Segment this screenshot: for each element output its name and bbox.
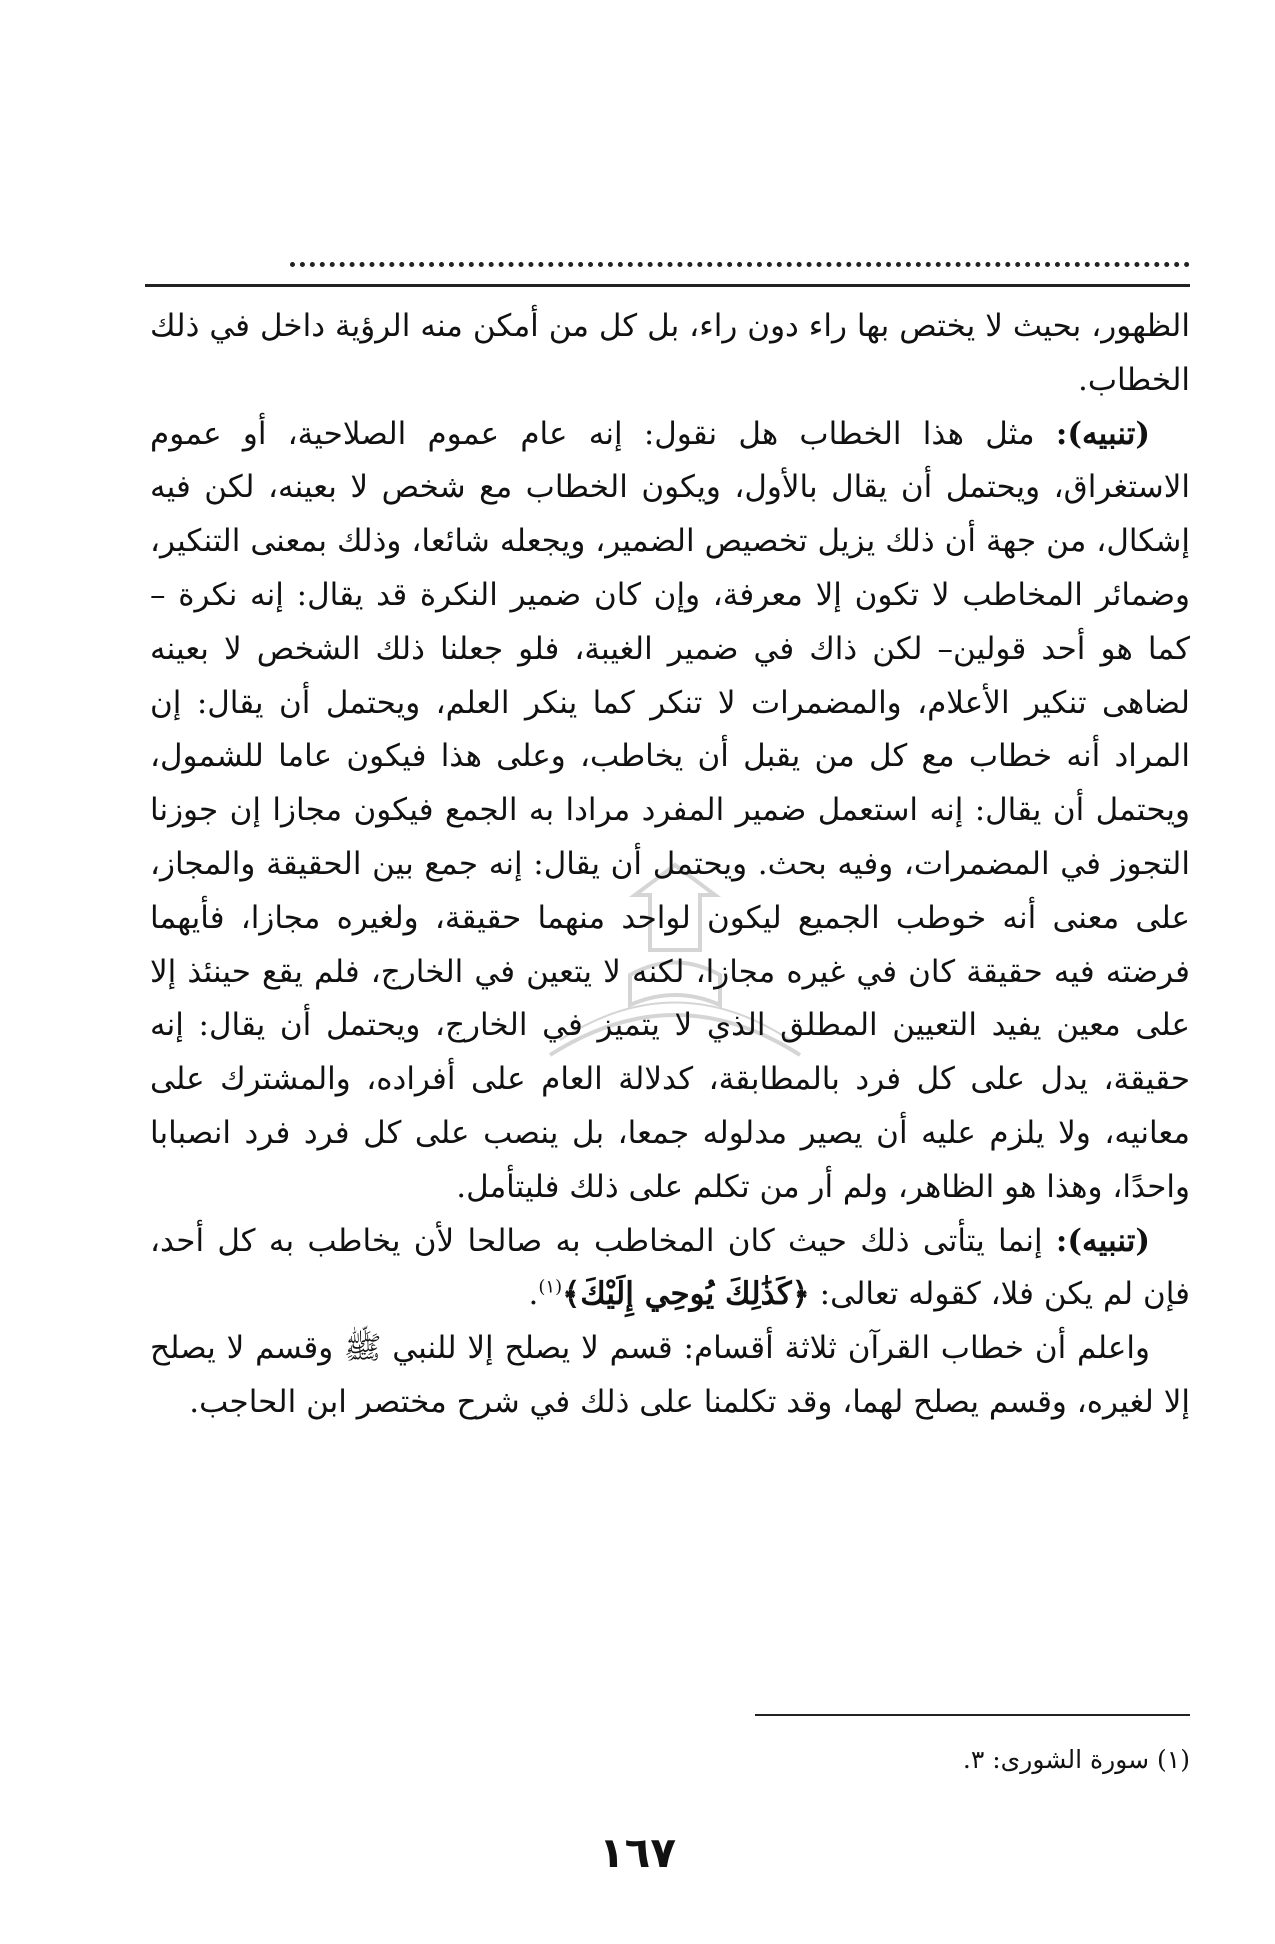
footnote-separator — [755, 1714, 1190, 1716]
page-number: ١٦٧ — [599, 1828, 676, 1877]
footnote-reference: (١) — [538, 1277, 563, 1299]
main-text — [150, 300, 1190, 1430]
paragraph-3-end: . — [528, 1276, 539, 1313]
footnote: (١) سورة الشورى: ٣. — [962, 1745, 1190, 1774]
note-heading: (تنبيه): — [1055, 415, 1150, 452]
quran-verse: ﴿كَذَٰلِكَ يُوحِي إِلَيْكَ﴾ — [562, 1276, 810, 1313]
header-solid-rule — [145, 284, 1190, 287]
paragraph-2 — [150, 408, 1190, 1215]
paragraph-3-text: إنما يتأتى ذلك حيث كان المخاطب به صالحا لأن يخاطب به كل أحد، فإن لم يكن فلا، كقوله تعالى: — [150, 1222, 1190, 1313]
paragraph-2-text: مثل هذا الخطاب هل نقول: إنه عام عموم الصلاحية، أو عموم الاستغراق، ويحتمل أن يقال بالأول، ويكون الخطاب مع شخص لا بعينه، لكن فيه إشكال، من جهة أن ذلك يزيل تخصيص الضمير، ويجعله شائعا، وذلك بمعنى التنكير، وضمائر المخاطب لا تكون إلا معرفة، وإن كان ضمير النكرة قد يقال: إنه نكرة –كما هو أحد قولين– لكن ذاك في ضمير الغيبة، فلو جعلنا ذلك الشخص لا بعينه لضاهى تنكير الأعلام، والمضمرات لا تنكر كما ينكر العلم، ويحتمل أن يقال: إن المراد أنه خطاب مع كل من يقبل أن يخاطب، وعلى هذا فيكون عاما للشمول، ويحتمل أن يقال: إنه استعمل ضمير المفرد مرادا به الجمع فيكون مجازا إن جوزنا التجوز في المضمرات، وفيه بحث. ويحتمل أن يقال: إنه جمع بين الحقيقة والمجاز، على معنى أنه خوطب الجميع ليكون لواحد منهما حقيقة، ولغيره مجازا، فأيهما فرضته فيه حقيقة كان في غيره مجازا، لكنه لا يتعين في الخارج، فلم يقع حينئذ إلا على معين يفيد التعيين المطلق الذي لا يتميز في الخارج، ويحتمل أن يقال: إنه حقيقة، يدل على كل فرد بالمطابقة، كدلالة العام على أفراده، والمشترك على معانيه، ولا يلزم عليه أن يصير مدلوله جمعا، بل ينصب على كل فرد فرد انصبابا واحدًا، وهذا هو الظاهر، ولم أر من تكلم على ذلك فليتأمل. — [150, 415, 1190, 1205]
paragraph-3 — [150, 1215, 1190, 1323]
paragraph-4: واعلم أن خطاب القرآن ثلاثة أقسام: قسم لا يصلح إلا للنبي ﷺ وقسم لا يصلح إلا لغيره، وقسم يصلح لهما، وقد تكلمنا على ذلك في شرح مختصر ابن الحاجب. — [150, 1330, 1190, 1420]
paragraph-1: الظهور، بحيث لا يختص بها راء دون راء، بل كل من أمكن منه الرؤية داخل في ذلك الخطاب. — [150, 308, 1190, 398]
note-heading: (تنبيه): — [1055, 1222, 1150, 1259]
header-dotted-rule — [290, 262, 1190, 267]
